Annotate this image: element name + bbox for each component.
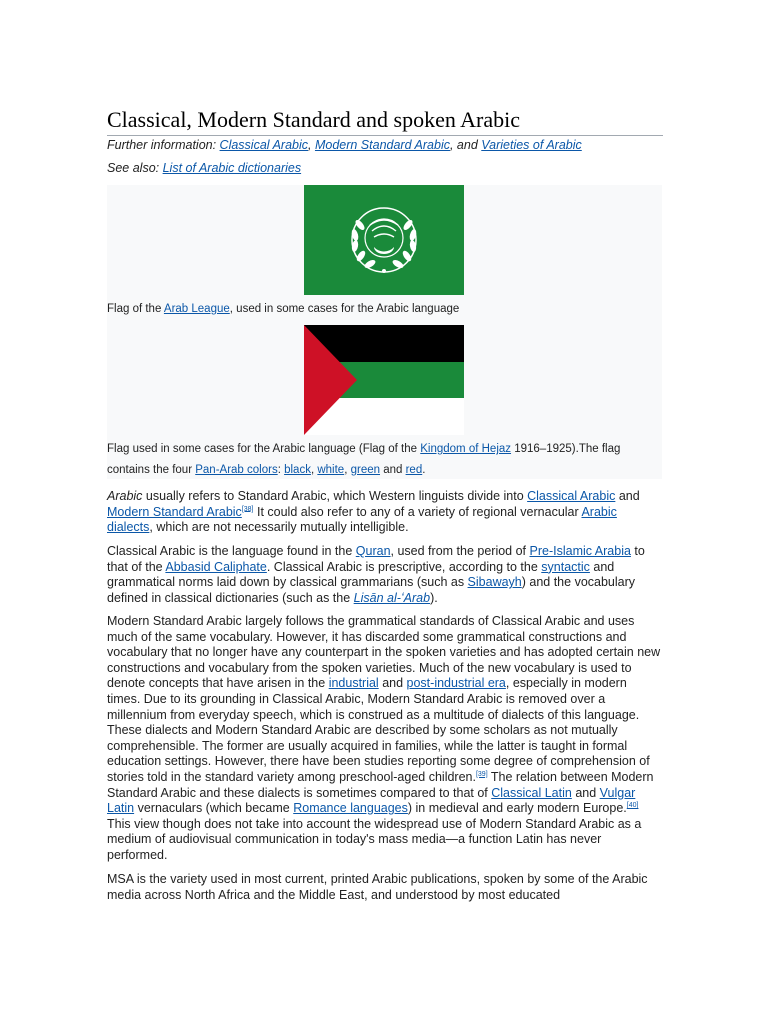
link-pre-islamic-arabia[interactable]: Pre-Islamic Arabia (529, 544, 631, 558)
link-abbasid-caliphate[interactable]: Abbasid Caliphate (165, 559, 267, 574)
hejaz-flag-icon[interactable] (304, 325, 464, 435)
reference-39[interactable]: [39] (475, 770, 488, 778)
link-vulgar-latin[interactable]: Vulgar Latin (107, 785, 636, 816)
link-industrial[interactable]: industrial (328, 676, 379, 691)
link-classical-arabic[interactable]: Classical Arabic (219, 138, 308, 152)
link-quran[interactable]: Quran (355, 544, 391, 558)
further-information-hatnote: Further information: Classical Arabic, Modern Standard Arabic, and Varieties of Arabic (107, 138, 582, 152)
link-modern-standard-arabic[interactable]: Modern Standard Arabic (314, 138, 450, 152)
paragraph-modern-standard-arabic: Modern Standard Arabic largely follows the grammatical standards of Classical Arabic and uses much of the same vocabulary. However, it has discarded some grammatical constructions and vocabulary that no longer have any counterpart in the spoken varieties and has adopted certain new constructions and vocabulary from the spoken varieties. Much of the new vocabulary is used to denote concepts that have arisen in the industrial and post-industrial era, especially in modern times. Due to its grounding in Classical Arabic, Modern Standard Arabic is removed over a millennium from everyday speech, which is construed as a multitude of dialects of this language. These dialects and Modern Standard Arabic are described by some scholars as not mutually comprehensible. The former are usually acquired in families, while the latter is taught in formal education settings. However, there have been studies reporting some degree of comprehension of stories told in the standard variety among preschool-aged children.[39] The relation between Modern Standard Arabic and these dialects is sometimes compared to that of Classical Latin and Vulgar Latin vernaculars (which became Romance languages) in medieval and early modern Europe.[40] This view though does not take into account the widespread use of Modern Standard Arabic as a medium of audiovisual communication in today's mass media—a function Latin has never performed. (107, 614, 661, 862)
link-arabic-dialects[interactable]: Arabic dialects (107, 504, 617, 535)
reference-40[interactable]: [40] (626, 801, 639, 809)
link-post-industrial-era[interactable]: post-industrial era (406, 676, 506, 691)
link-pan-arab-colors[interactable]: Pan-Arab colors (195, 464, 278, 476)
reference-38[interactable]: [38] (241, 505, 254, 513)
link-modern-standard-arabic[interactable]: Modern Standard Arabic (107, 504, 242, 519)
link-red[interactable]: red (405, 464, 423, 476)
link-varieties-of-arabic[interactable]: Varieties of Arabic (481, 138, 582, 152)
link-syntactic[interactable]: syntactic (541, 559, 590, 574)
link-kingdom-of-hejaz[interactable]: Kingdom of Hejaz (420, 443, 512, 455)
link-black[interactable]: black (284, 464, 311, 476)
arab-league-flag-icon[interactable] (304, 185, 464, 295)
link-white[interactable]: white (317, 464, 345, 476)
see-also-hatnote: See also: List of Arabic dictionaries (107, 161, 302, 175)
paragraph-arabic-intro: Arabic usually refers to Standard Arabic, which Western linguists divide into Classical Arabic and Modern Standard Arabic[38] It could also refer to any of a variety of regional vernacular Arabic dialects, which are not necessarily mutually intelligible. (107, 489, 640, 535)
paragraph-msa-usage: MSA is the variety used in most current, printed Arabic publications, spoken by some of the Arabic media across North Africa and the Middle East, and understood by most educated (107, 872, 648, 902)
paragraph-classical-arabic: Classical Arabic is the language found in the Quran, used from the period of Pre-Islamic Arabia to that of the Abbasid Caliphate. Classical Arabic is prescriptive, according to the syntactic and grammatical norms laid down by classical grammarians (such as Sibawayh) and the vocabulary defined in classical dictionaries (such as the Lisān al-ʻArab). (107, 544, 645, 605)
section-heading: Classical, Modern Standard and spoken Arabic (107, 106, 663, 136)
link-classical-latin[interactable]: Classical Latin (491, 785, 572, 800)
link-romance-languages[interactable]: Romance languages (293, 801, 408, 816)
figure-caption-arab-league: Flag of the Arab League, used in some cases for the Arabic language (107, 303, 460, 315)
figure-caption-hejaz: Flag used in some cases for the Arabic language (Flag of the Kingdom of Hejaz 1916–1925).The flag contains the four Pan-Arab colors: black, white, green and red. (107, 443, 621, 476)
link-list-of-arabic-dictionaries[interactable]: List of Arabic dictionaries (162, 161, 302, 175)
link-arab-league[interactable]: Arab League (163, 303, 230, 315)
link-classical-arabic[interactable]: Classical Arabic (527, 489, 616, 503)
link-sibawayh[interactable]: Sibawayh (467, 575, 522, 590)
link-lisan-al-arab[interactable]: Lisān al-ʻArab (353, 590, 431, 605)
link-green[interactable]: green (350, 464, 381, 476)
